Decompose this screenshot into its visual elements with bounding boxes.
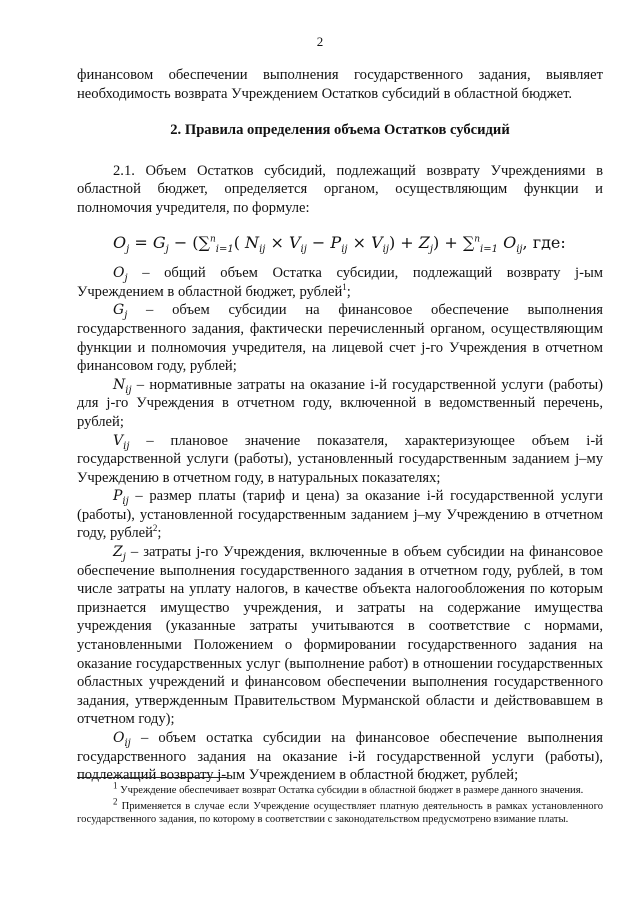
footnote-divider [77,777,227,778]
formula [113,234,603,253]
footnote-1-text: Учреждение обеспечивает возврат Остатка субсидии в областной бюджет в размере данного значения. [117,785,584,796]
definition-o-j: $O_j$ – общий объем Остатка субсидии, подлежащий возврату j-ым Учреждением в областной бюджет, рублей$^1$; [77,265,603,300]
definition-g-j-text: – объем субсидии на финансовое обеспечение выполнения государственного задания, фактически перечисленный органом, осуществляющим функции и полномочия учредителя, на лицевой счет j-го Учреждения в отчетном финансовом году, рублей; [77,302,603,375]
clause-2-1: 2.1. Объем Остатков субсидий, подлежащий возврату Учреждениями в областной бюджет, определяется органом, осуществляющим функции и полномочия учредителя, по формуле: [77,162,603,216]
footnote-ref-2: 2 [152,523,158,534]
footnote-1 [77,780,603,798]
definition-v-ij-text: – плановое значение показателя, характеризующее объем i-й государственной услуги (работы), установленный государственным заданием j–му Учреждению в отчетном году, в натуральных показателях; [77,432,603,486]
definition-p-ij-end: ; [157,525,162,542]
formula-tail: , где: [522,232,566,252]
definition-v-ij: $V_{ij}$ – плановое значение показателя, характеризующее объем i-й государственной услуги (работы), установленный государственным заданием j–му Учреждению в отчетном году, в натуральных показателях; [77,432,603,486]
page-number: 2 [316,34,324,49]
footnote-2-text: Применяется в случае если Учреждение осуществляет платную деятельность в рамках установленного государственного задания, по которому в соответствии с законодательством предусмотрено взимание платы. [77,800,603,826]
footnote-ref-1: 1 [342,281,347,292]
definition-p-ij-text: – размер платы (тариф и цена) за оказание i-й государственной услуги (работы), установленной государственным заданием j–му Учреждению в отчетном году, рублей [77,488,603,542]
footnotes [77,780,603,829]
definition-p-ij: $P_{ij}$ – размер платы (тариф и цена) за оказание i-й государственной услуги (работы), установленной государственным заданием j–му Учреждению в отчетном году, рублей$^2$; [77,488,603,542]
definition-n-ij: $N_{ij}$ – нормативные затраты на оказание i-й государственной услуги (работы) для j-го Учреждения в отчетном году, включенной в ведомственный перечень, рублей; [77,376,603,430]
footnote-2-mark: 2 [113,796,118,807]
definition-g-j: $G_j$ – объем субсидии на финансовое обеспечение выполнения государственного задания, фактически перечисленный органом, осуществляющим функции и полномочия учредителя, на лицевой счет j-го Учреждения в отчетном финансовом году, рублей; [77,302,603,375]
definition-n-ij-text: – нормативные затраты на оказание i-й государственной услуги (работы) для j-го Учреждения в отчетном году, включенной в ведомственный перечень, рублей; [77,376,603,430]
definition-o-ij: $O_{ij}$ – объем остатка субсидии на финансовое обеспечение выполнения государственного задания на оказание i-й государственной услуги (работы), подлежащий возврату j-ым Учреждением в областной бюджет, рублей; [77,730,603,784]
section-title: 2. Правила определения объема Остатков субсидий [170,122,510,139]
footnote-2 [77,796,603,827]
definition-o-j-text: – общий объем Остатка субсидии, подлежащий возврату j-ым Учреждением в областной бюджет, рублей [77,265,603,300]
definition-o-ij-text: – объем остатка субсидии на финансовое обеспечение выполнения государственного задания на оказание i-й государственной услуги (работы), подлежащий возврату j-ым Учреждением в областной бюджет, рублей; [77,730,603,784]
page-body [77,66,603,785]
definition-o-j-end: ; [346,283,351,300]
definition-z-j: $Z_j$ – затраты j-го Учреждения, включенные в объем субсидии на финансовое обеспечение выполнения государственного задания в отчетном году, рублей, в том числе затраты на уплату налогов, в качестве объекта налогообложения по которым признается имущество учреждения, и затраты на содержание имущества учреждения (указанные затраты учитываются в соответствие с нормами, установленными Положением о формировании государственного задания на оказание государственных услуг (выполнение работ) в отношении государственных областных учреждений и финансовом обеспечении выполнения государственного задания, утвержденным Правительством Мурманской области и действовавшем в отчетном году); [77,544,603,728]
footnote-1-mark: 1 [113,780,118,791]
intro-paragraph: финансовом обеспечении выполнения государственного задания, выявляет необходимость возврата Учреждением Остатков субсидий в областной бюджет. [77,67,603,102]
definition-z-j-text: – затраты j-го Учреждения, включенные в объем субсидии на финансовое обеспечение выполнения государственного задания в отчетном году, рублей, в том числе затраты на уплату налогов, в качестве объекта налогообложения по которым признается имущество учреждения, и затраты на содержание имущества учреждения (указанные затраты учитываются в соответствие с нормами, установленными Положением о формировании государственного задания на оказание государственных услуг (выполнение работ) в отношении государственных областных учреждений и финансовом обеспечении выполнения государственного задания, утвержденным Правительством Мурманской области и действовавшем в отчетном году); [77,544,603,728]
formula-expression: $O_j = G_j - (\sum^n_{i=1}$( $N_{ij} \times V_{ij} - P_{ij} \times V_{ij}) + Z_j) + \sum^n_{i=1}$ $O_{ij}$ [113,232,523,255]
